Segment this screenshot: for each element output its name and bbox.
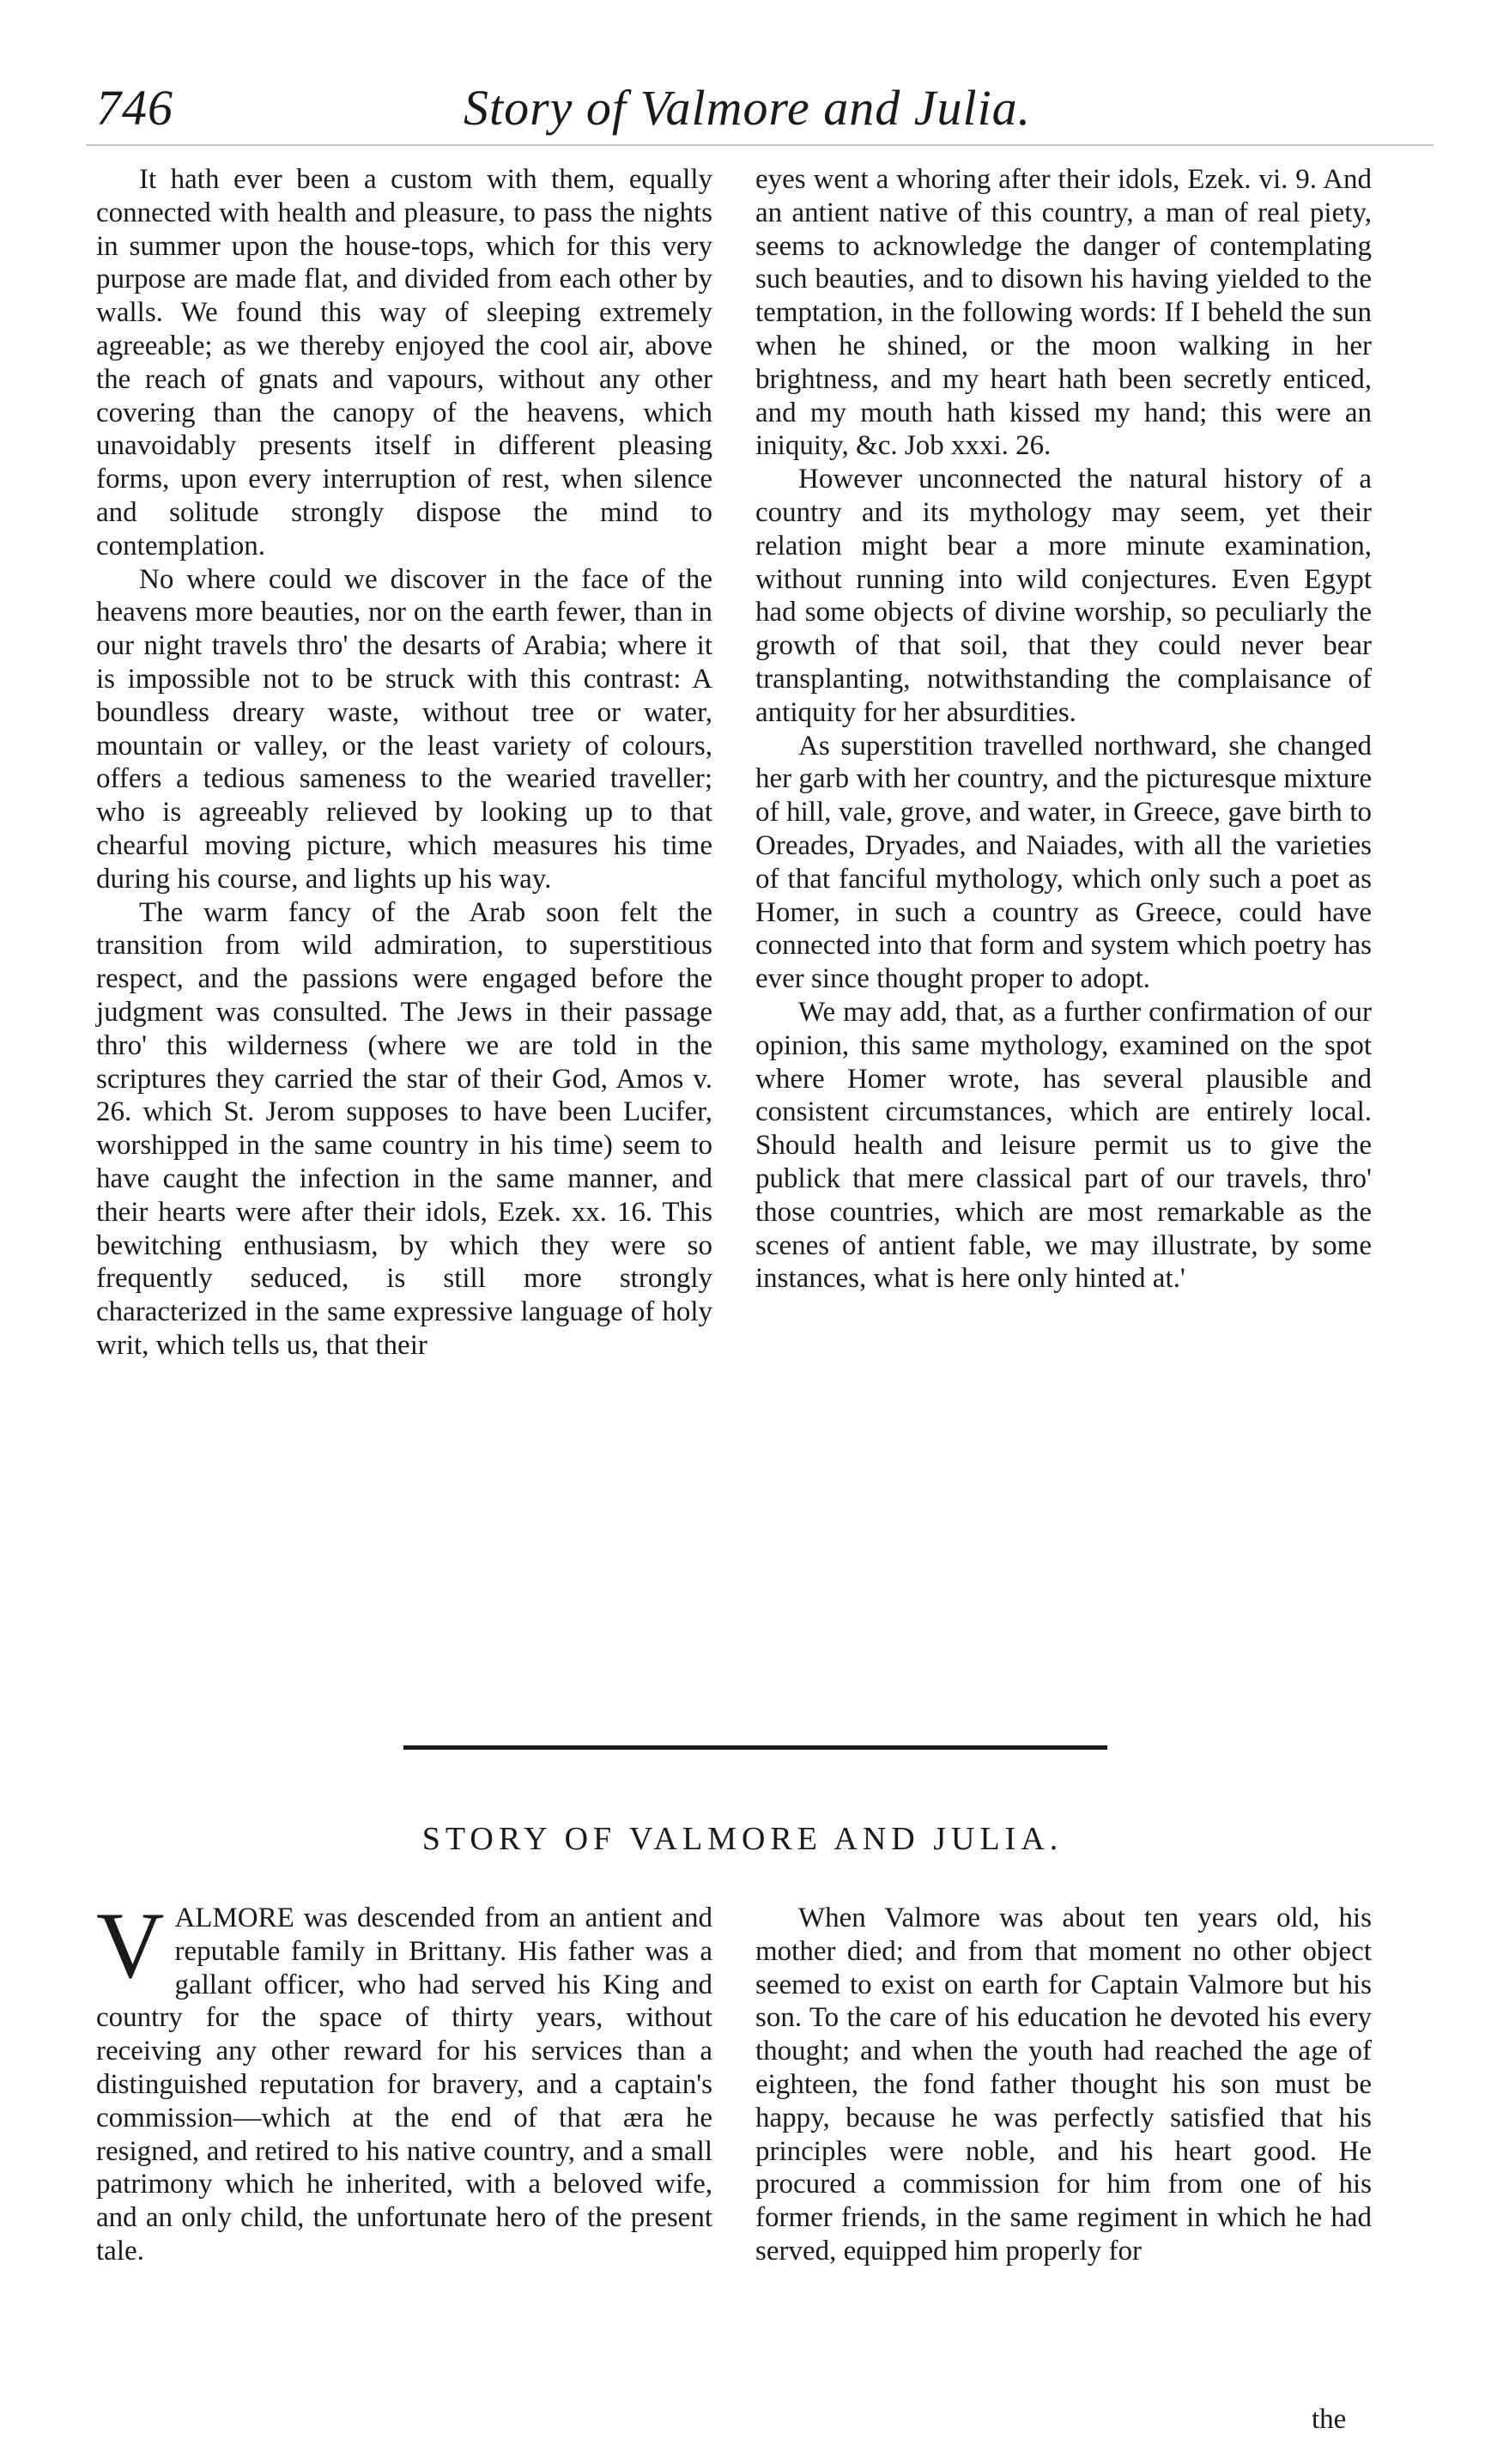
column-left-top — [96, 163, 712, 1362]
section-separator-rule — [403, 1745, 1107, 1750]
drop-cap: V — [96, 1893, 165, 1998]
paragraph: No where could we discover in the face of the heavens more beauties, nor on the earth fewer, than in our night travels thro' the desarts of Arabia; where it is impossible not to be struck with this contrast: A boundless dreary waste, without tree or water, mountain or valley, or the least variety of colours, offers a tedious sameness to the wearied traveller; who is agreeably relieved by looking up to that chearful moving picture, which measures his time during his course, and lights up his way. — [96, 563, 712, 895]
column-right-top — [755, 163, 1372, 1296]
column-left-bottom — [96, 1893, 712, 2268]
paragraph: However unconnected the natural history of a country and its mythology may seem, yet their relation might bear a more minute examination, without running into wild conjectures. Even Egypt had some objects of divine worship, so peculiarly the growth of that soil, that they could never bear transplanting, notwithstanding the complaisance of antiquity for her absurdities. — [755, 464, 1372, 728]
page-number: 746 — [96, 80, 173, 136]
catchword: the — [1312, 2404, 1347, 2435]
opening-paragraph — [96, 1893, 712, 2268]
paragraph-continuation: eyes went a whoring after their idols, Ezek. vi. 9. And an antient native of this country, a man of real piety, seems to acknowledge the danger of contemplating such beauties, and to disown his having yielded to the temptation, in the following words: If I beheld the sun when he shined, or the moon walking in her brightness, and my heart hath been secretly enticed, and my mouth hath kissed my hand; this were an iniquity, &c. Job xxxi. 26. — [755, 164, 1372, 462]
section-title: STORY OF VALMORE AND JULIA. — [421, 1821, 1064, 1857]
opening-paragraph-text: ALMORE was descended from an antient and reputable family in Brittany. His father was a gallant officer, who had served his King and country for the space of thirty years, without receiving any other reward for his services than a distinguished reputation for bravery, and a captain's commission—which at the end of that æra he resigned, and retired to his native country, and a small patrimony which he inherited, with a beloved wife, and an only child, the unfortunate hero of the present tale. — [96, 1903, 712, 2267]
column-right-bottom — [755, 1902, 1372, 2268]
header-rule — [86, 144, 1433, 146]
paragraph: It hath ever been a custom with them, equally connected with health and pleasure, to pass the nights in summer upon the house-tops, which for this very purpose are made flat, and divided from each other by walls. We found this way of sleeping extremely agreeable; as we thereby enjoyed the cool air, above the reach of gnats and vapours, without any other covering than the canopy of the heavens, which unavoidably presents itself in different pleasing forms, upon every interruption of rest, when silence and solitude strongly dispose the mind to contemplation. — [96, 164, 712, 561]
paragraph: When Valmore was about ten years old, his mother died; and from that moment no other object seemed to exist on earth for Captain Valmore but his son. To the care of his education he devoted his every thought; and when the youth had reached the age of eighteen, the fond father thought his son must be happy, because he was perfectly satisfied that his principles were noble, and his heart good. He procured a commission for him from one of his former friends, in the same regiment in which he had served, equipped him properly for — [755, 1903, 1372, 2267]
paragraph: We may add, that, as a further confirmation of our opinion, this same mythology, examined on the spot where Homer wrote, has several plausible and consistent circumstances, which are entirely local. Should health and leisure permit us to give the publick that mere classical part of our travels, thro' those countries, which are most remarkable as the scenes of antient fable, we may illustrate, by some instances, what is here only hinted at.' — [755, 996, 1372, 1295]
paragraph: The warm fancy of the Arab soon felt the transition from wild admiration, to superstitious respect, and the passions were engaged before the judgment was consulted. The Jews in their passage thro' this wilderness (where we are told in the scriptures they carried the star of their God, Amos v. 26. which St. Jerom supposes to have been Lucifer, worshipped in the same country in his time) seem to have caught the infection in the same manner, and their hearts were after their idols, Ezek. xx. 16. This bewitching enthusiasm, by which they were so frequently seduced, is still more strongly characterized in the same expressive language of holy writ, which tells us, that their — [96, 896, 712, 1361]
paragraph: As superstition travelled northward, she changed her garb with her country, and the picturesque mixture of hill, vale, grove, and water, in Greece, gave birth to Oreades, Dryades, and Naiades, with all the varieties of that fanciful mythology, which only such a poet as Homer, in such a country as Greece, could have connected into that form and system which poetry has ever since thought proper to adopt. — [755, 730, 1372, 995]
running-title: Story of Valmore and Julia. — [464, 80, 1032, 136]
